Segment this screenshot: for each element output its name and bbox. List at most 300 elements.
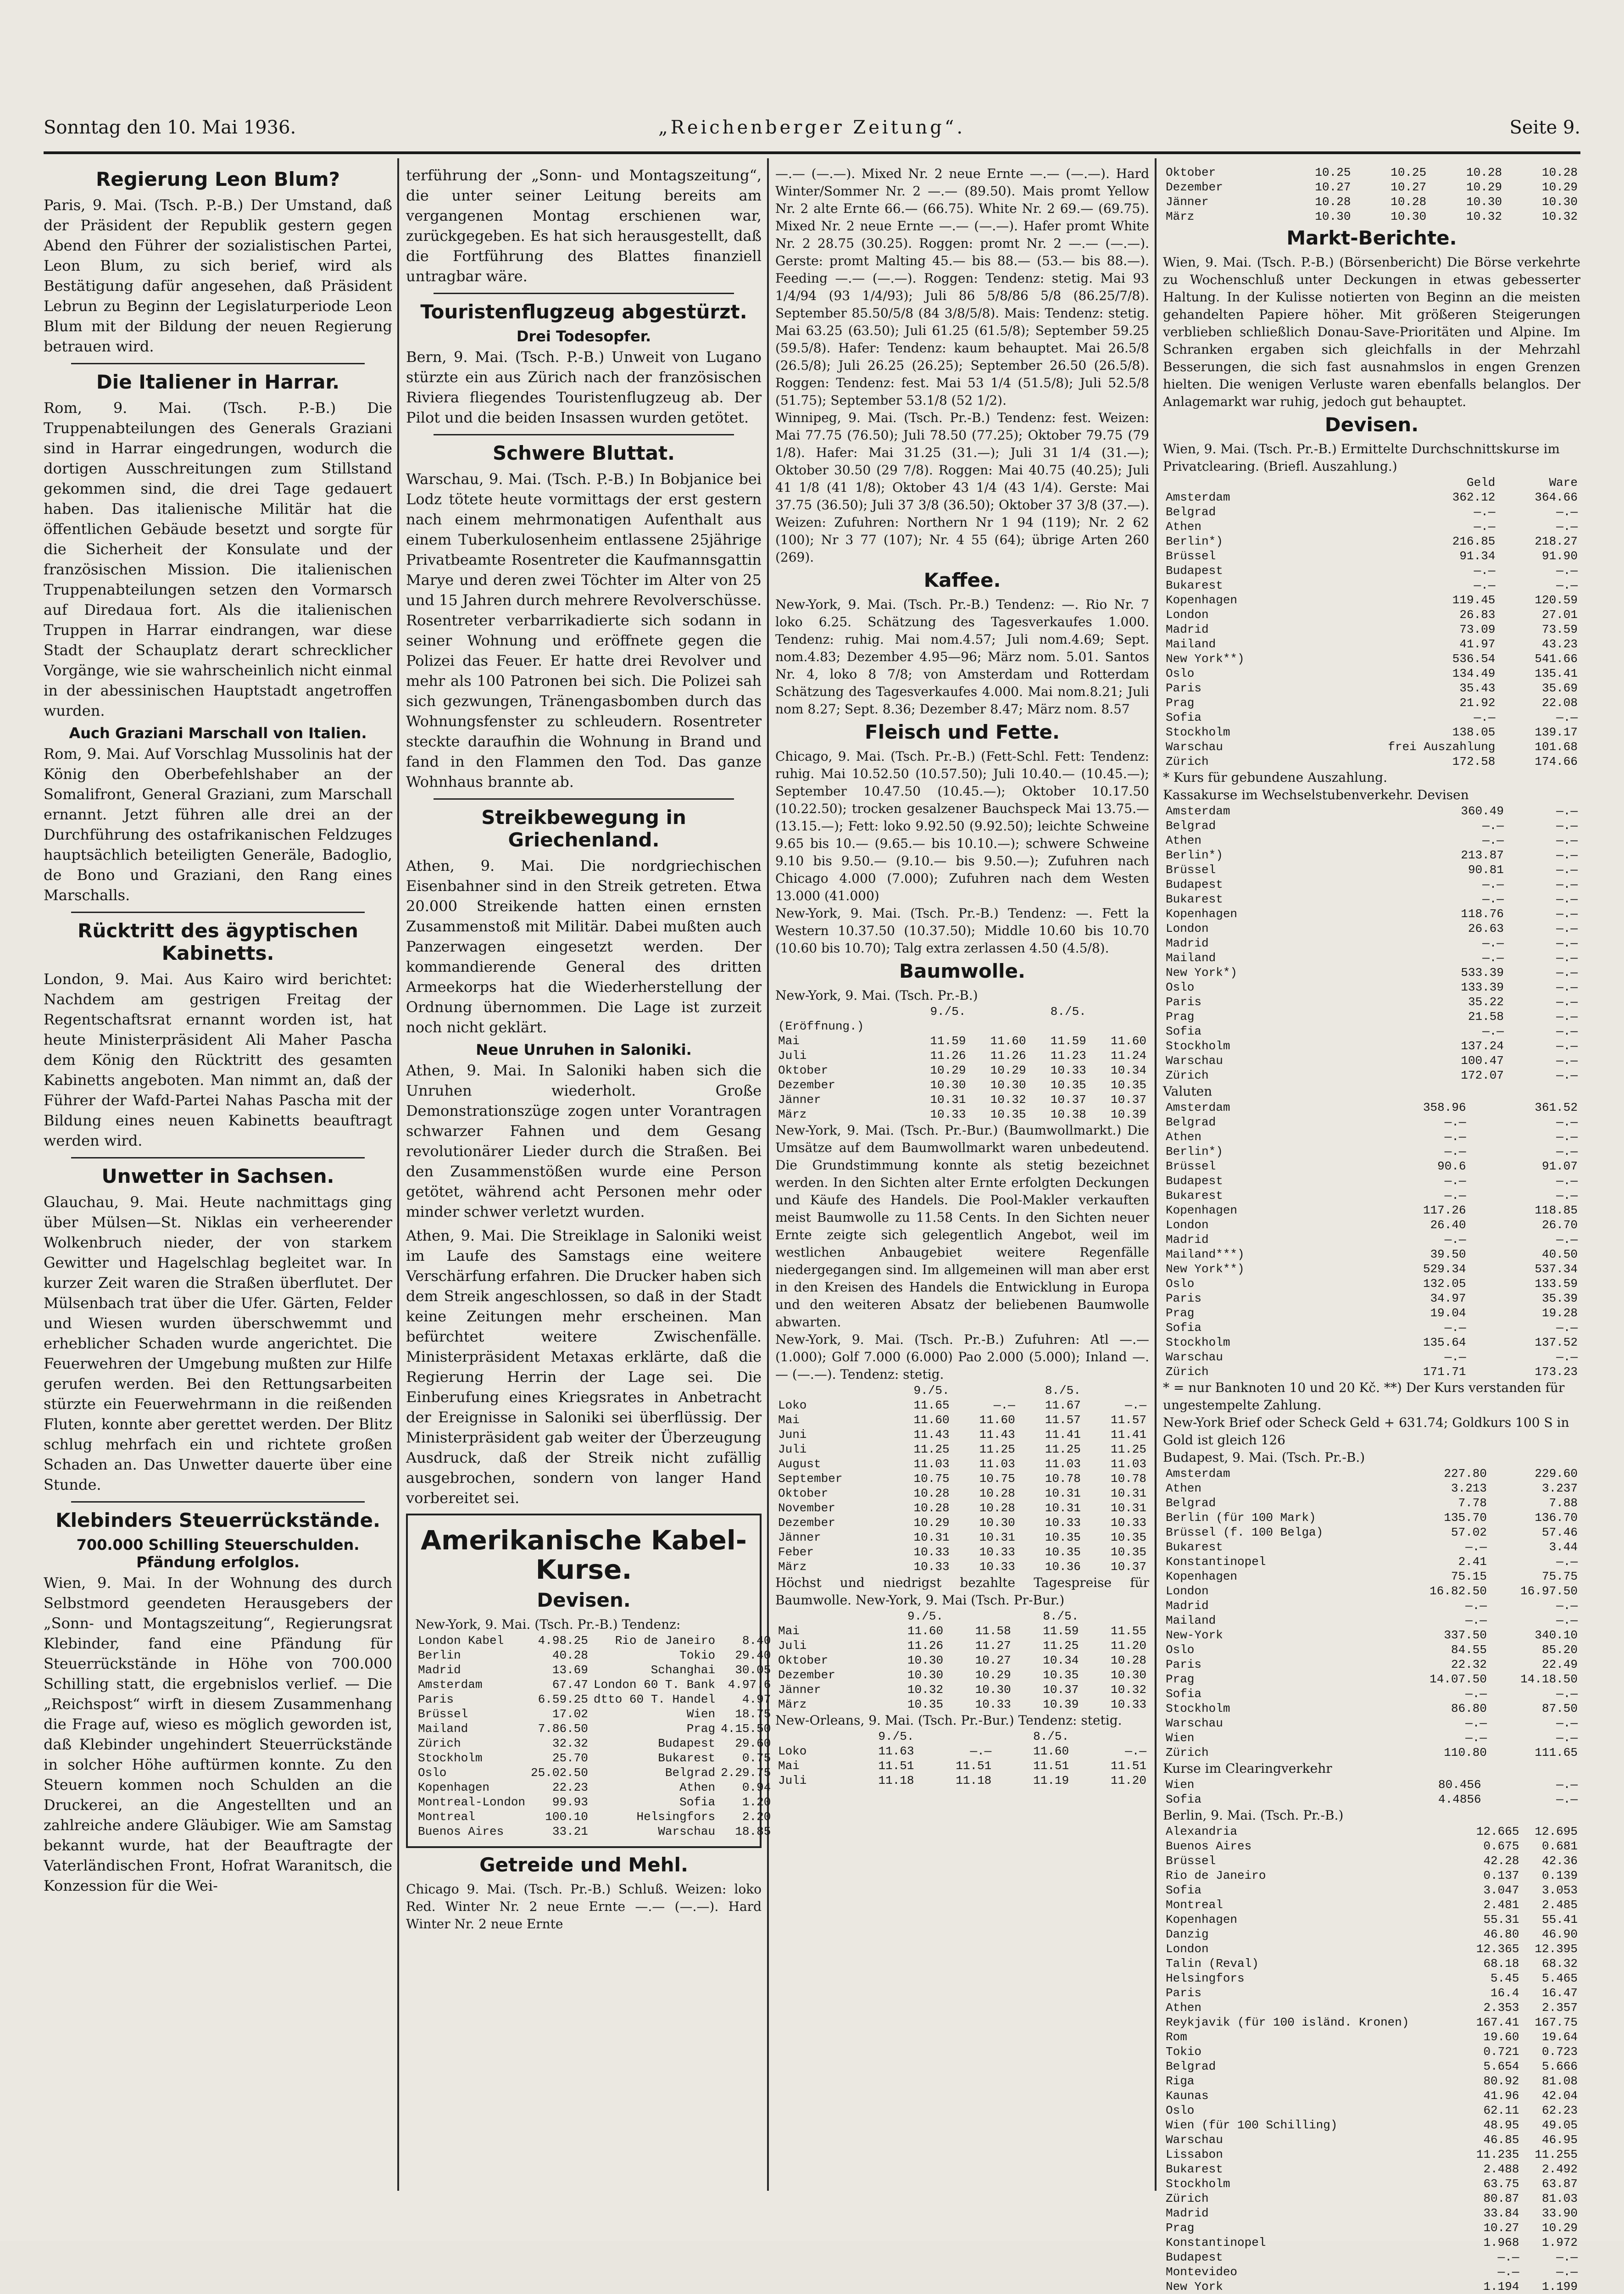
row-label: Prag [1166, 1306, 1195, 1320]
row-value: 73.59 [1541, 623, 1578, 636]
row-value: 10.25 [1390, 166, 1427, 179]
row-value: 11.03 [913, 1457, 950, 1471]
table-row [1163, 1525, 1580, 1540]
row-value: 364.66 [1535, 490, 1578, 504]
row-label: Budapest [1166, 2250, 1223, 2264]
table-row [1163, 2088, 1580, 2103]
row-value: 11.18 [956, 1774, 992, 1787]
row-value: frei Auszahlung [1388, 740, 1496, 754]
row-label: Paris [1166, 1986, 1202, 2000]
table-row [1163, 696, 1580, 710]
row-value: 2.29.75 [721, 1766, 771, 1780]
row-value: 26.70 [1541, 1218, 1578, 1232]
row-label: Jänner [1166, 195, 1209, 209]
row-value: 6.59.25 [538, 1693, 588, 1706]
row-label: Athen [1166, 1130, 1202, 1144]
row-value: 110.80 [1444, 1746, 1487, 1759]
column-3 [775, 165, 1149, 2186]
table-row [1163, 1971, 1580, 1986]
row-value: 10.33 [930, 1108, 966, 1121]
row-label: Jänner [778, 1683, 821, 1697]
table-row [775, 1004, 1149, 1019]
row-value: Prag [686, 1722, 716, 1736]
row-label: Mailand [1166, 637, 1216, 651]
row-label: Sofia [1166, 1321, 1202, 1335]
row-value: —.— [1556, 1174, 1578, 1188]
row-value: 29.40 [735, 1648, 771, 1662]
article-greece: Athen, 9. Mai. Die nordgriechischen Eisenbahner sind in den Streik getreten. Etwa 20.000 Streikende hatten einen ernsten Zusammenstoß mit Militär. Dabei mußten auch Panzerwagen eingesetzt werden. Der kommandierende General des dritten Armeekorps hat die Wiederherstellung der Ordnung übernommen. Die Lage ist zurzeit noch nicht geklärt. [406, 857, 762, 1036]
row-value: —.— [1556, 922, 1578, 935]
row-label: Zürich [1166, 2192, 1209, 2205]
table-row [1163, 2235, 1580, 2250]
row-value: —.— [1444, 1174, 1466, 1188]
table-row [775, 1457, 1149, 1471]
row-label: März [778, 1698, 807, 1711]
row-value: 16.97.50 [1520, 1584, 1578, 1598]
row-label: Rom [1166, 2030, 1187, 2044]
row-label: Belgrad [1166, 1496, 1216, 1510]
headline-klebinder: Klebinders Steuerrückstände. [56, 1509, 380, 1531]
table-row [1163, 549, 1580, 563]
row-value: 18.85 [735, 1825, 771, 1838]
row-value: 10.31 [930, 1093, 966, 1107]
row-label: Sofia [1166, 711, 1202, 724]
row-value: 10.30 [1541, 195, 1578, 209]
cotton-supply: New-York, 9. Mai. (Tsch. Pr.-B.) Zufuhren: Atl —.— (1.000); Golf 7.000 (6.000) Pao 2.000 (5.000); Inland —.— (—.—). Tendenz: stetig. [775, 1332, 1149, 1382]
table-row [1163, 1927, 1580, 1942]
row-value: —.— [1556, 863, 1578, 877]
row-value: 0.721 [1483, 2045, 1519, 2059]
row-value: —.— [1482, 951, 1504, 965]
row-label: Sofia [1166, 1025, 1202, 1038]
table-row [415, 1795, 773, 1810]
table-row [1163, 1898, 1580, 1912]
row-value: 229.60 [1535, 1467, 1578, 1481]
separator [71, 363, 365, 364]
row-value: 10.28 [1541, 166, 1578, 179]
table-row [1163, 2250, 1580, 2265]
row-label [775, 1729, 840, 1744]
row-label: Talin (Reval) [1166, 1957, 1259, 1971]
row-value: 33.84 [1483, 2206, 1519, 2220]
row-label: Bukarest [1166, 892, 1223, 906]
row-label: Kopenhagen [1166, 1913, 1238, 1927]
table-row [775, 1729, 1149, 1744]
row-value: 11.51 [878, 1759, 914, 1773]
row-label: Paris [418, 1693, 454, 1706]
row-value: 10.30 [907, 1668, 944, 1682]
table-row [1163, 165, 1580, 180]
row-value: 11.60 [1110, 1034, 1146, 1048]
table-row [1163, 1053, 1580, 1068]
row-value: 35.22 [1468, 995, 1504, 1009]
table-row [775, 1486, 1149, 1501]
row-value: 11.19 [1033, 1774, 1069, 1787]
table-row [1163, 475, 1580, 490]
row-label: Oktober [778, 1487, 829, 1500]
row-value: —.— [1556, 1614, 1578, 1627]
row-value: 11.23 [1050, 1049, 1086, 1063]
row-label: Belgrad [1166, 2060, 1216, 2073]
row-label: Mailand [1166, 951, 1216, 965]
row-label: Amsterdam [1166, 1467, 1230, 1481]
cotton-highlow-head: Höchst und niedrigst bezahlte Tagespreise für Baumwolle. New-York, 9. Mai (Tsch. Pr-Bur.) [775, 1575, 1149, 1608]
cable-rates-table [415, 1633, 773, 1839]
banknote-rates-table [1163, 1100, 1580, 1379]
row-label: März [778, 1560, 807, 1574]
row-label: Sofia [1166, 1687, 1202, 1701]
row-value: 360.49 [1461, 804, 1504, 818]
row-value: 8./5. [1050, 1005, 1086, 1019]
table-row [1163, 1466, 1580, 1481]
row-value: 10.37 [1110, 1560, 1146, 1574]
row-value: dtto 60 T. Handel [593, 1693, 716, 1706]
row-value: —.— [1465, 1614, 1487, 1627]
headline-egypt: Rücktritt des ägyptischen Kabinetts. [78, 919, 358, 964]
row-value [1029, 1019, 1089, 1034]
berlin-rates-table [1163, 1824, 1580, 2294]
row-value: 42.28 [1483, 1854, 1519, 1868]
article-egypt: London, 9. Mai. Aus Kairo wird berichtet: Nachdem am gestrigen Freitag der Regentschaftsrat ernannt worden ist, hat heute Ministerpräsident Ali Maher Pascha dem König den Rücktritt des gesamten Kabinetts angeboten. Man nimmt an, daß der Führer der Wafd-Partei Nahas Pascha mit der Bildung eines neuen Kabinetts beauftragt werden wird. [44, 970, 392, 1149]
row-value: 10.27 [1483, 2221, 1519, 2235]
table-row [1163, 1306, 1580, 1320]
subheadline-graziani: Auch Graziani Marschall von Italien. [69, 724, 367, 742]
row-value: 135.70 [1444, 1511, 1487, 1525]
row-label: (Eröffnung.) [778, 1019, 864, 1033]
row-value: Bukarest [658, 1751, 716, 1765]
row-value: 5.45 [1491, 1971, 1519, 1985]
row-value: 26.63 [1468, 922, 1504, 935]
row-value: —.— [1556, 1778, 1578, 1792]
row-value: 172.07 [1461, 1069, 1504, 1082]
meat-quotes: Chicago, 9. Mai. (Tsch. Pr.-B.) (Fett-Schl. Fett: Tendenz: ruhig. Mai 10.52.50 (10.57.50); Juli 10.40.— (10.45.—); September 10.47.50 (10.45.—); Oktober 10.17.50 (10.22.50); trocken gesalzener Bauchspeck Mai 13.75.— (13.15.—); Fett: loko 9.92.50 (9.92.50); leichte Schweine 9.65 bis 10.— (9.65.— bis 10.10.—); schwere Schweine 9.10 bis 9.50.— (9.10.— bis 9.50.—); Zufuhren nach Chicago 4.000 (7.000); Zufuhren nach dem Westen 13.000 (41.000) [775, 749, 1149, 903]
row-value: 10.30 [1315, 210, 1351, 223]
row-value: 10.29 [990, 1063, 1026, 1077]
table-row [1163, 725, 1580, 740]
row-value: 0.723 [1541, 2045, 1578, 2059]
row-value: 337.50 [1444, 1628, 1487, 1642]
row-value: Wien [686, 1707, 716, 1721]
row-value [1089, 1004, 1149, 1019]
row-value: 10.78 [1110, 1472, 1146, 1486]
row-value: 90.81 [1468, 863, 1504, 877]
row-value: 7.88 [1549, 1496, 1578, 1510]
page-header [44, 117, 1580, 149]
row-value: 80.92 [1483, 2074, 1519, 2088]
table-row [1163, 1291, 1580, 1306]
article-bluttat: Warschau, 9. Mai. (Tsch. P.-B.) In Bobjanice bei Lodz tötete heute vormittags der erst gestern nach einem mehrmonatigen Aufenthalt aus einem Tuberkulosenheim entlassene 25jährige Privatbeamte Rosentreter die Kaufmannsgattin Marye und deren zwei Töchter im Alter von 25 und 15 Jahren durch mehrere Revolverschüsse. Rosentreter verbarrikadierte sich sodann in seiner Wohnung und eröffnete gegen die Polizei das Feuer. Er hatte drei Revolver und mehr als 100 Patronen bei sich. Die Polizei sah sich gezwungen, Tränengasbomben durch das Wohnungsfenster zu schleudern. Rosentreter steckte daraufhin die Wohnung in Brand und fand in den Flammen den Tod. Das ganze Wohnhaus brannte ab. [406, 470, 762, 791]
row-value: 10.28 [1315, 195, 1351, 209]
row-value: 91.90 [1541, 549, 1578, 563]
row-value: 11.59 [930, 1034, 966, 1048]
row-value: 2.357 [1541, 2001, 1578, 2015]
row-label: Helsingfors [1166, 1971, 1245, 1985]
table-row [775, 1413, 1149, 1427]
row-label: November [778, 1501, 835, 1515]
row-value: —.— [1465, 1599, 1487, 1613]
vienna-head: Wien, 9. Mai. (Tsch. Pr.-B.) Ermittelte Durchschnittskurse im Privatclearing. (Briefl. Auszahlung.) [1163, 441, 1560, 474]
table-row [1163, 593, 1580, 607]
table-row [1163, 1868, 1580, 1883]
row-value: 35.69 [1541, 681, 1578, 695]
article-klebinder: Wien, 9. Mai. In der Wohnung des durch Selbstmord geendeten Herausgebers der „Sonn- und Montagszeitung“, Regierungsrat Klebinder, fand eine Pfändung für Steuerrückstände in Höhe von 700.000 Schilling statt, die ergebnislos verlief. — Die „Reichspost“ wirft in diesem Zusammenhang die Frage auf, wieso es möglich geworden ist, daß Klebinder ungehindert Steuerrückstände in solcher Höhe auftürmen konnte. Zu den Steuern kommen noch Schulden an die Druckerei, an die Angestellten und an zahlreiche andere Gläubiger. Wie am Samstag bekannt wurde, hat der Beauftragte der Vaterländischen Front, Hofrat Waranitsch, die Konzession für die Wei- [44, 1574, 392, 1894]
row-label: Brüssel [1166, 1159, 1216, 1173]
table-row [1163, 1598, 1580, 1613]
row-value: —.— [1556, 1054, 1578, 1068]
table-row [1163, 578, 1580, 593]
table-row [1163, 818, 1580, 833]
row-value: —.— [1465, 1716, 1487, 1730]
table-row [1163, 1039, 1580, 1053]
row-value: 135.64 [1423, 1336, 1466, 1349]
row-value: —.— [1482, 1025, 1504, 1038]
row-label: Zürich [1166, 755, 1209, 768]
row-label: Oktober [1166, 166, 1216, 179]
article-saloniki: Athen, 9. Mai. In Saloniki haben sich die Unruhen wiederholt. Große Demonstrationszüge zogen unter Vorantragen schwarzer Fahnen und dem Gesang revolutionärer Lieder durch die Straßen. Bei den Zusammenstößen wurde eine Person getötet, während acht Personen mehr oder minder schwer verletzt wurden. [406, 1062, 762, 1220]
row-label: Prag [1166, 1010, 1195, 1024]
table-row [1163, 1350, 1580, 1364]
row-label: Amsterdam [1166, 1101, 1230, 1114]
row-value: 10.39 [1110, 1108, 1146, 1121]
row-value: —.— [1556, 995, 1578, 1009]
table-row [1163, 1232, 1580, 1247]
row-label: Jänner [778, 1093, 821, 1107]
row-value: 3.047 [1483, 1883, 1519, 1897]
table-row [1163, 2206, 1580, 2221]
row-value: 11.24 [1110, 1049, 1146, 1063]
row-label: London [1166, 1218, 1209, 1232]
row-value: 42.36 [1541, 1854, 1578, 1868]
cotton-neworleans-head: New-Orleans, 9. Mai. (Tsch. Pr.-Bur.) Tendenz: stetig. [775, 1713, 1122, 1728]
table-row [775, 1545, 1149, 1559]
row-label: Wien [1166, 1731, 1195, 1745]
row-value: 46.85 [1483, 2133, 1519, 2147]
table-row [1163, 892, 1580, 907]
row-value: 132.05 [1423, 1277, 1466, 1291]
row-value: 80.456 [1438, 1778, 1481, 1792]
table-row [1163, 1320, 1580, 1335]
row-value: —.— [1482, 892, 1504, 906]
row-label: Oslo [1166, 2104, 1195, 2117]
row-value: 11.26 [930, 1049, 966, 1063]
row-value: 63.75 [1483, 2177, 1519, 2191]
row-value: 85.20 [1541, 1643, 1578, 1657]
row-value: 9./5. [878, 1730, 914, 1743]
row-label: Montreal [1166, 1898, 1223, 1912]
row-label: Montreal-London [418, 1795, 526, 1809]
row-value: 16.47 [1541, 1986, 1578, 2000]
row-value: 118.76 [1461, 907, 1504, 921]
row-value: 11.235 [1476, 2148, 1519, 2161]
row-value: 11.25 [1110, 1442, 1146, 1456]
market-report: Wien, 9. Mai. (Tsch. P.-B.) (Börsenbericht) Die Börse verkehrte zu Wochenschluß unter Deckungen in etwas gebesserter Haltung. In der Kulisse notierten von Beginn an die meisten gehandelten Papiere höher. Mit größeren Steigerungen verblieben schließlich Donau-Save-Prioritäten und Alpine. Im Schranken ergaben sich gleichfalls in der Mehrzahl Besserungen, die sich fast ausnahmslos in engen Grenzen hielten. Die wenigen Verluste waren ebenfalls belanglos. Der Anlagemarkt war ruhig, jedoch gut behauptet. [1163, 255, 1580, 409]
table-row [1163, 921, 1580, 936]
row-value: 9./5. [930, 1005, 966, 1019]
row-value [1072, 1729, 1149, 1744]
row-value: 21.92 [1459, 696, 1496, 710]
table-row [1163, 965, 1580, 980]
table-row [1163, 1584, 1580, 1598]
table-row [1163, 877, 1580, 892]
table-row [1163, 1540, 1580, 1554]
row-value: 10.39 [1043, 1698, 1079, 1711]
table-row [775, 1515, 1149, 1530]
row-value: —.— [1556, 1189, 1578, 1203]
article-blum: Paris, 9. Mai. (Tsch. P.-B.) Der Umstand, daß der Präsident der Republik gestern gegen Abend den Führer der sozialistischen Partei, Leon Blum, zu sich berief, wird als Bestätigung dafür angesehen, daß Präsident Lebrun zu Beginn der Legislaturperiode Leon Blum mit der Bildung der neuen Regierung betrauen wird. [44, 196, 392, 355]
row-value: 137.52 [1535, 1336, 1578, 1349]
issue-date: Sonntag den 10. Mai 1936. [44, 117, 296, 138]
row-label: Dezember [778, 1516, 835, 1530]
row-value: 11.65 [913, 1398, 950, 1412]
row-value: 73.09 [1459, 623, 1496, 636]
table-row [775, 1034, 1149, 1048]
table-row [1163, 563, 1580, 578]
row-value: 91.07 [1541, 1159, 1578, 1173]
row-value: 537.34 [1535, 1262, 1578, 1276]
table-row [1163, 1100, 1580, 1115]
row-label: Amsterdam [1166, 490, 1230, 504]
row-value: 43.23 [1541, 637, 1578, 651]
row-value: 3.237 [1541, 1481, 1578, 1495]
row-value: 10.33 [1050, 1063, 1086, 1077]
row-value: 11.43 [979, 1428, 1015, 1442]
row-value: 10.30 [907, 1654, 944, 1667]
row-value: —.— [1474, 711, 1496, 724]
article-klebinder-cont: terführung der „Sonn- und Montagszeitung“, die unter seiner Leitung bereits am vergangenen Montag erschienen war, zurückgegeben. Es hat sich herausgestellt, daß die Fortführung des Blattes finanziell untragbar wäre. [406, 167, 762, 285]
row-value: Belgrad [665, 1766, 716, 1780]
row-value: 10.27 [1315, 180, 1351, 194]
row-value: —.— [1556, 804, 1578, 818]
row-value: 1.194 [1483, 2280, 1519, 2294]
row-label: Oslo [1166, 667, 1195, 680]
separator [434, 434, 734, 435]
row-label: Budapest [1166, 878, 1223, 891]
table-row [1163, 1824, 1580, 1839]
subheadline-saloniki: Neue Unruhen in Saloniki. [476, 1041, 692, 1058]
table-row [775, 1383, 1149, 1398]
row-value: —.— [1556, 579, 1578, 592]
row-label: Bukarest [1166, 1540, 1223, 1554]
meat-quotes-ny: New-York, 9. Mai. (Tsch. Pr.-B.) Tendenz: —. Fett la Western 10.37.50 (10.37.50); Middle 10.60 bis 10.70 (10.60 bis 10.70); Talg extra zerlassen 4.50 (4.5/8). [775, 906, 1149, 956]
table-row [1163, 1701, 1580, 1716]
row-label: Warschau [1166, 1716, 1223, 1730]
row-value: 99.93 [552, 1795, 588, 1809]
table-row [1163, 2030, 1580, 2044]
row-value: 19.64 [1541, 2030, 1578, 2044]
row-label [1163, 475, 1306, 490]
row-value: —.— [1482, 936, 1504, 950]
row-value: 11.25 [1043, 1639, 1079, 1653]
row-value: 136.70 [1535, 1511, 1578, 1525]
row-label: Konstantinopel [1166, 2236, 1266, 2249]
row-value: 172.58 [1452, 755, 1496, 768]
row-value: 10.33 [1045, 1516, 1081, 1530]
row-value: —.— [1556, 1555, 1578, 1569]
row-label: New York [1166, 2280, 1223, 2294]
row-value: 10.28 [913, 1501, 950, 1515]
row-value: 3.213 [1451, 1481, 1487, 1495]
table-row [1163, 1335, 1580, 1350]
row-value: —.— [1474, 505, 1496, 519]
row-value: 11.60 [907, 1624, 944, 1638]
row-value: Athen [679, 1781, 716, 1794]
banknotes-note: * = nur Banknoten 10 und 20 Kč. **) Der Kurs verstanden für ungestempelte Zahlung. [1163, 1380, 1565, 1413]
row-value: —.— [1125, 1744, 1146, 1758]
table-row [1163, 907, 1580, 921]
row-label: Kopenhagen [1166, 1203, 1238, 1217]
row-value: Helsingfors [636, 1810, 716, 1824]
row-value: 11.51 [1110, 1759, 1146, 1773]
cotton-report: New-York, 9. Mai. (Tsch. Pr.-Bur.) (Baumwollmarkt.) Die Umsätze auf dem Baumwollmarkt waren unbedeutend. Die Grundstimmung konnte als stetig bezeichnet werden. In den Sichten alter Ernte erfolgten Deckungen und Käufe des Handels. Die Pool-Makler verkauften meist Baumwolle zu 11.58 Cents. In den Sichten neuer Ernte zeigte sich gelegentlich Angebot, weil im westlichen Anbaugebiet weitere Regenfälle niedergegangen sind. Im allgemeinen will man aber erst in den Kreisen des Handels die Entwicklung in Europa und den weiteren Absatz der beliebenen Baumwolle abwarten. [775, 1123, 1149, 1330]
row-value: 22.32 [1451, 1658, 1487, 1671]
row-value: 4.4856 [1438, 1793, 1481, 1806]
row-label: Stockholm [1166, 1336, 1230, 1349]
row-value: 10.78 [1045, 1472, 1081, 1486]
banknotes-head: Valuten [1163, 1084, 1212, 1099]
row-label: London [1166, 608, 1209, 622]
row-value: —.— [1497, 2265, 1519, 2279]
row-label: Brüssel (f. 100 Belga) [1166, 1526, 1324, 1539]
row-value [908, 1019, 968, 1034]
row-value [946, 1609, 1014, 1624]
row-label: Warschau [1166, 1054, 1223, 1068]
row-label: Mai [778, 1624, 800, 1638]
row-value: 10.28 [913, 1487, 950, 1500]
row-value: 0.675 [1483, 1839, 1519, 1853]
table-row [775, 1744, 1149, 1759]
row-value: —.— [1556, 1731, 1578, 1745]
row-value: 10.28 [1390, 195, 1427, 209]
row-value: 33.21 [552, 1825, 588, 1838]
row-label: Budapest [1166, 564, 1223, 578]
row-value: 10.31 [979, 1531, 1015, 1544]
table-row [1163, 2133, 1580, 2147]
row-value: —.— [1556, 564, 1578, 578]
row-value: —.— [1444, 1130, 1466, 1144]
row-value: 33.90 [1541, 2206, 1578, 2220]
cable-rates-subtitle: Devisen. [537, 1589, 631, 1611]
row-value: —.— [1444, 1145, 1466, 1158]
row-value: 10.30 [1110, 1668, 1146, 1682]
row-value: —.— [1556, 1350, 1578, 1364]
row-label: Sofia [1166, 1883, 1202, 1897]
row-value: 55.31 [1483, 1913, 1519, 1927]
row-label: Madrid [1166, 936, 1209, 950]
row-label: Madrid [1166, 623, 1209, 636]
table-row [1163, 1218, 1580, 1232]
table-row [775, 1107, 1149, 1122]
row-label: Danzig [1166, 1927, 1209, 1941]
table-row [1163, 1130, 1580, 1144]
row-label: Mai [778, 1759, 800, 1773]
table-row [1163, 1144, 1580, 1159]
cotton-head: New-York, 9. Mai. (Tsch. Pr.-B.) [775, 988, 978, 1003]
row-value: 1.199 [1541, 2280, 1578, 2294]
row-value: Warschau [658, 1825, 716, 1838]
table-row [775, 1697, 1149, 1712]
column-divider [767, 158, 769, 2191]
row-value: 1.972 [1541, 2236, 1578, 2249]
row-value: 117.26 [1423, 1203, 1466, 1217]
row-value: 173.23 [1535, 1365, 1578, 1379]
row-value: 75.15 [1451, 1570, 1487, 1583]
row-value: —.— [1556, 1233, 1578, 1247]
column-1 [44, 165, 392, 2186]
row-value: 10.30 [930, 1078, 966, 1092]
table-row [1163, 1745, 1580, 1760]
row-value: 11.41 [1110, 1428, 1146, 1442]
row-value: 2.41 [1458, 1555, 1487, 1569]
